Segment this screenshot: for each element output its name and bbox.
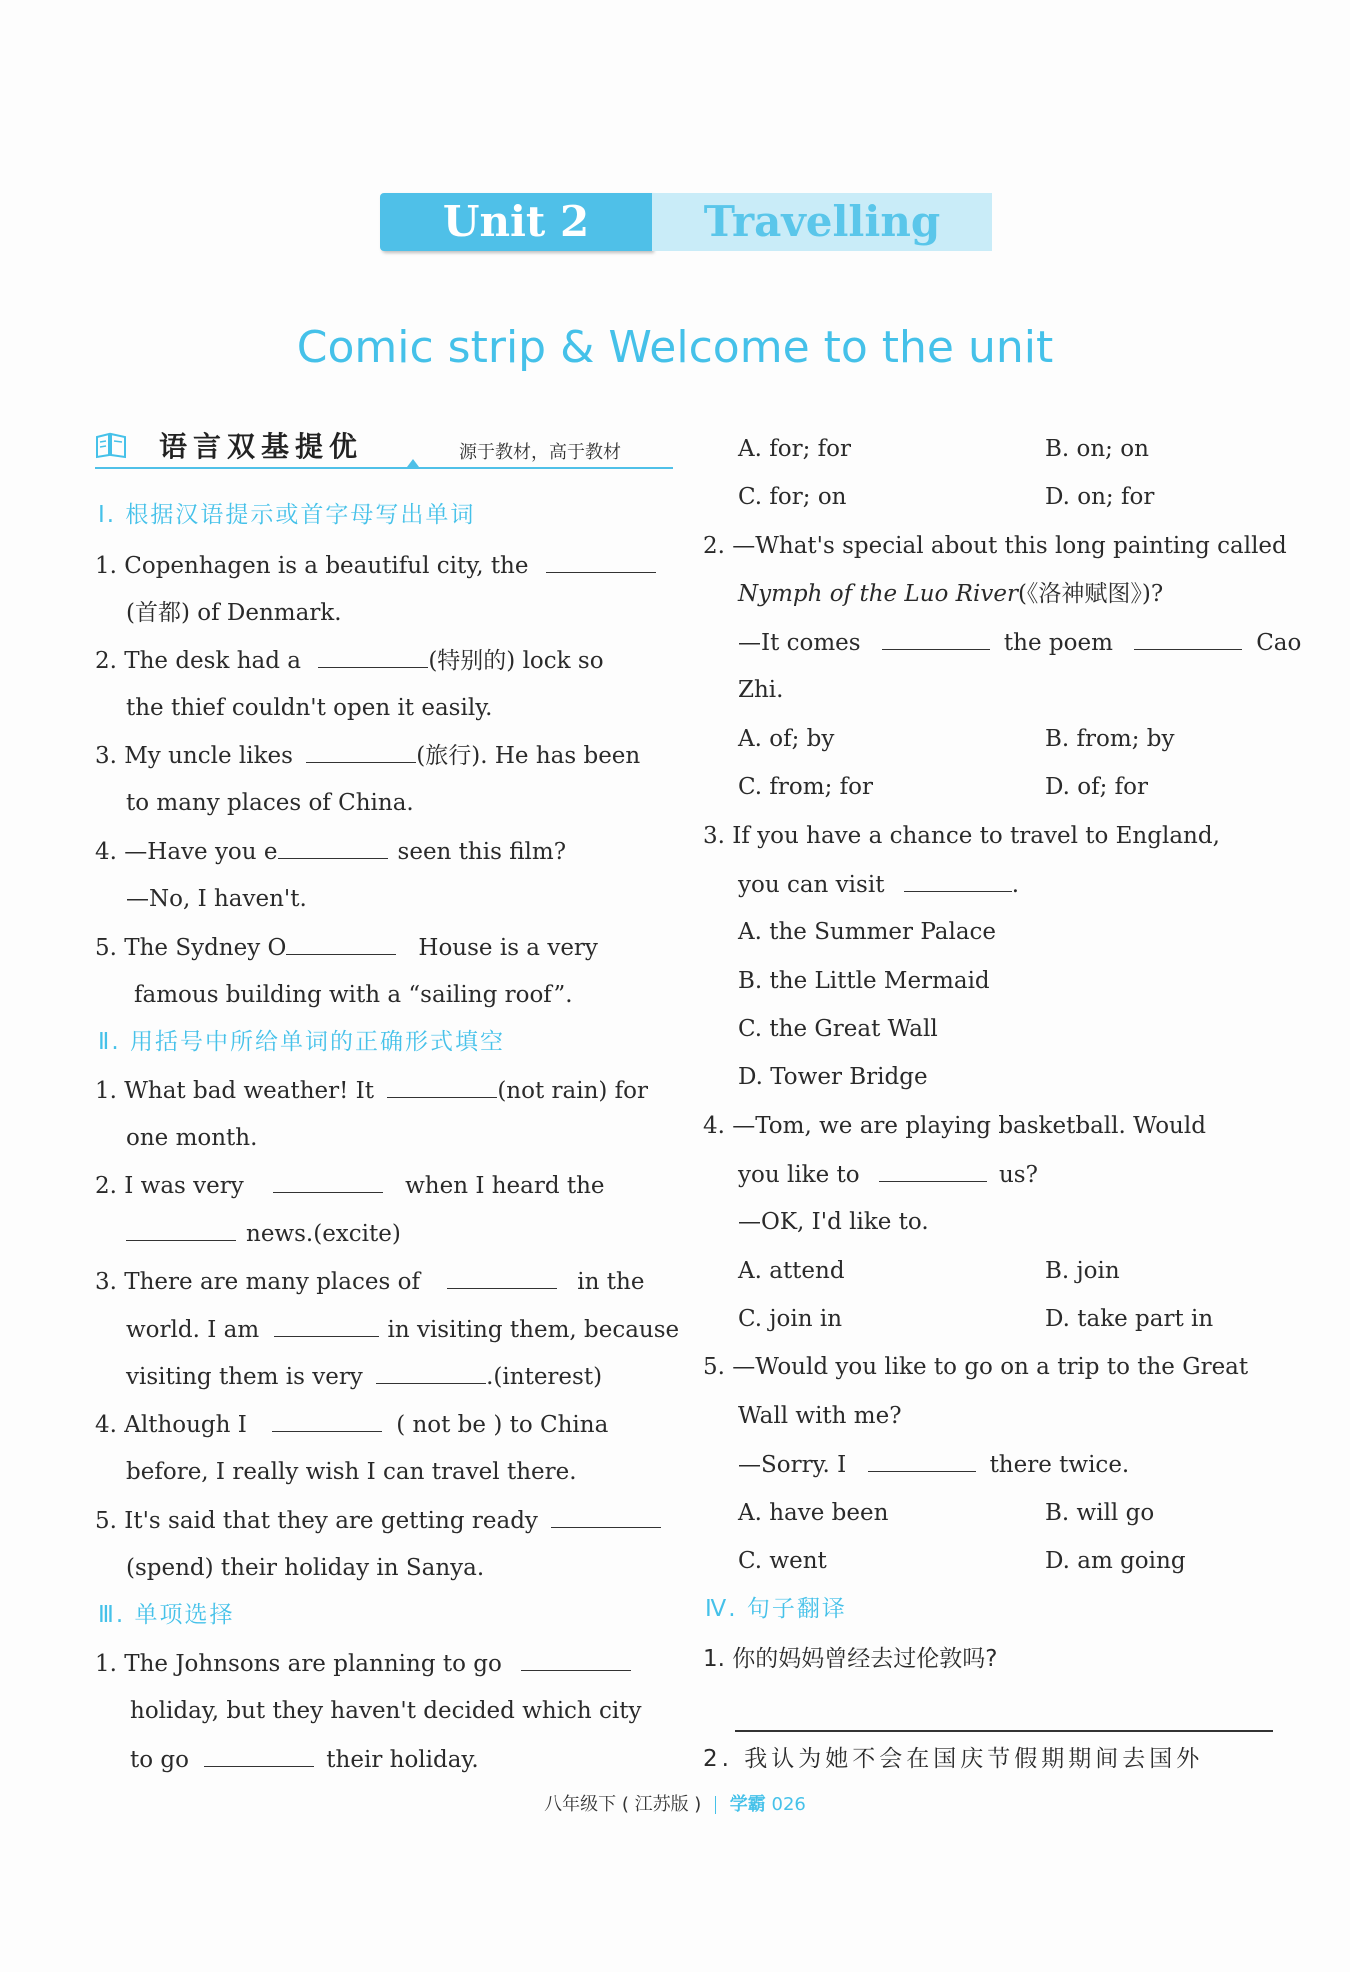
part3-heading: Ⅲ. 单项选择 xyxy=(98,1602,235,1628)
footer-divider xyxy=(715,1796,716,1814)
question-text: 4. Although I xyxy=(95,1412,247,1438)
part2-q2-line1 xyxy=(95,1170,605,1201)
part4-q1: 1. 你的妈妈曾经去过伦敦吗? xyxy=(703,1646,998,1672)
answer-blank[interactable] xyxy=(273,1170,383,1193)
question-text: 5. The Sydney O xyxy=(95,935,287,961)
page-footer xyxy=(0,1790,1350,1816)
question-text: —Sorry. I xyxy=(738,1452,847,1478)
part2-q1-line2: one month. xyxy=(126,1125,258,1151)
part3-q3-option-b[interactable]: B. the Little Mermaid xyxy=(738,968,990,994)
answer-blank[interactable] xyxy=(318,645,428,668)
question-text: House is a very xyxy=(418,935,598,961)
question-text: 1. What bad weather! It xyxy=(95,1078,374,1104)
part3-q1-option-b[interactable]: B. on; on xyxy=(1045,436,1149,462)
unit-topic: Travelling xyxy=(652,193,992,251)
part3-q2-line4: Zhi. xyxy=(738,677,784,703)
unit-label: Unit 2 xyxy=(380,193,652,251)
part3-q4-line1: 4. —Tom, we are playing basketball. Would xyxy=(703,1113,1206,1139)
answer-blank[interactable] xyxy=(546,550,656,573)
question-text: 3. My uncle likes xyxy=(95,743,293,769)
footer-grade: 八年级下 ( 江苏版 ) xyxy=(544,1794,702,1815)
answer-blank[interactable] xyxy=(551,1505,661,1528)
question-text: you can visit xyxy=(738,872,885,898)
answer-blank[interactable] xyxy=(387,1075,497,1098)
lesson-subtitle: Comic strip & Welcome to the unit xyxy=(296,322,1054,373)
question-text: the poem xyxy=(1003,630,1113,656)
part3-q4-option-a[interactable]: A. attend xyxy=(738,1258,845,1284)
question-text: to go xyxy=(130,1747,189,1773)
answer-blank[interactable] xyxy=(376,1361,486,1384)
part3-q4-line3: —OK, I'd like to. xyxy=(738,1209,929,1235)
answer-blank[interactable] xyxy=(882,627,990,650)
part1-q1-line1 xyxy=(95,550,656,581)
section-header xyxy=(95,425,673,471)
part2-heading: Ⅱ. 用括号中所给单词的正确形式填空 xyxy=(98,1029,505,1055)
part2-q5-line1 xyxy=(95,1505,661,1536)
question-text: news.(excite) xyxy=(246,1221,401,1247)
question-text: 1. The Johnsons are planning to go xyxy=(95,1651,502,1677)
answer-blank[interactable] xyxy=(879,1159,987,1182)
part1-q3-line2: to many places of China. xyxy=(126,790,414,816)
question-text: . xyxy=(1011,872,1020,898)
part2-q3-line2 xyxy=(126,1314,679,1345)
part2-q2-line2 xyxy=(126,1218,401,1249)
question-text: .(interest) xyxy=(486,1364,603,1390)
part1-q5-line1 xyxy=(95,932,598,963)
part3-q2-option-d[interactable]: D. of; for xyxy=(1045,774,1149,800)
part3-q5-option-c[interactable]: C. went xyxy=(738,1548,827,1574)
part3-q1-option-a[interactable]: A. for; for xyxy=(738,436,852,462)
answer-blank[interactable] xyxy=(272,1409,382,1432)
part2-q1-line1 xyxy=(95,1075,648,1106)
part3-q4-option-c[interactable]: C. join in xyxy=(738,1306,843,1332)
question-text: you like to xyxy=(738,1162,860,1188)
answer-blank[interactable] xyxy=(274,1314,379,1337)
part2-q3-line1 xyxy=(95,1266,644,1297)
part3-q2-line3 xyxy=(738,627,1301,658)
answer-blank[interactable] xyxy=(278,836,388,859)
answer-blank[interactable] xyxy=(904,869,1012,892)
part2-q4-line1 xyxy=(95,1409,608,1440)
answer-blank[interactable] xyxy=(868,1449,976,1472)
part2-q4-line2: before, I really wish I can travel there. xyxy=(126,1459,577,1485)
part4-heading: Ⅳ. 句子翻译 xyxy=(705,1596,847,1622)
answer-blank[interactable] xyxy=(126,1218,236,1241)
answer-blank[interactable] xyxy=(306,740,416,763)
painting-title: Nymph of the Luo River xyxy=(738,581,1018,607)
part3-q1-line2: holiday, but they haven't decided which city xyxy=(130,1698,642,1724)
section-divider xyxy=(95,467,673,469)
part3-q3-option-a[interactable]: A. the Summer Palace xyxy=(738,919,997,945)
question-text: 3. There are many places of xyxy=(95,1269,420,1295)
question-text: (《洛神赋图》)? xyxy=(1017,581,1164,607)
answer-blank[interactable] xyxy=(1134,627,1242,650)
question-text: seen this film? xyxy=(397,839,567,865)
answer-blank[interactable] xyxy=(286,932,396,955)
section-title: 语言双基提优 xyxy=(159,430,364,463)
question-text: in the xyxy=(577,1269,645,1295)
part3-q3-line1: 3. If you have a chance to travel to England, xyxy=(703,823,1220,849)
answer-blank[interactable] xyxy=(447,1266,557,1289)
question-text: 2. I was very xyxy=(95,1173,244,1199)
part3-q3-option-d[interactable]: D. Tower Bridge xyxy=(738,1064,928,1090)
question-text: 4. —Have you e xyxy=(95,839,278,865)
part3-q5-option-b[interactable]: B. will go xyxy=(1045,1500,1155,1526)
question-text: 5. It's said that they are getting ready xyxy=(95,1508,538,1534)
unit-banner xyxy=(380,193,992,251)
part3-q5-line2: Wall with me? xyxy=(738,1403,902,1429)
question-text: Cao xyxy=(1256,630,1302,656)
part3-q1-option-c[interactable]: C. for; on xyxy=(738,484,847,510)
part3-q4-option-b[interactable]: B. join xyxy=(1045,1258,1120,1284)
question-text: 1. Copenhagen is a beautiful city, the xyxy=(95,553,529,579)
question-text: world. I am xyxy=(126,1317,260,1343)
question-text: (not rain) for xyxy=(497,1078,649,1104)
question-text: (特别的) lock so xyxy=(428,648,604,674)
part3-q5-line1: 5. —Would you like to go on a trip to the Great xyxy=(703,1354,1249,1380)
part3-q1-line1 xyxy=(95,1648,631,1679)
part3-q1-line3 xyxy=(130,1744,479,1775)
part3-q4-line2 xyxy=(738,1159,1038,1190)
part1-q3-line1 xyxy=(95,740,640,771)
part1-q1-line2: (首都) of Denmark. xyxy=(126,600,342,626)
part3-q2-line1: 2. —What's special about this long painting called xyxy=(703,533,1287,559)
question-text: (旅行). He has been xyxy=(416,743,641,769)
section-tag: 源于教材，高于教材 xyxy=(459,442,621,463)
question-text: ( not be ) to China xyxy=(396,1412,609,1438)
part3-q5-option-d[interactable]: D. am going xyxy=(1045,1548,1186,1574)
part3-q2-line2 xyxy=(738,579,1163,609)
part3-q1-option-d[interactable]: D. on; for xyxy=(1045,484,1155,510)
part3-q2-option-c[interactable]: C. from; for xyxy=(738,774,873,800)
part3-q3-line2 xyxy=(738,869,1019,900)
page-number: 026 xyxy=(771,1794,806,1815)
part4-q2: 2. 我认为她不会在国庆节假期期间去国外 xyxy=(703,1746,1204,1772)
part1-q2-line1 xyxy=(95,645,604,676)
part2-q3-line3 xyxy=(126,1361,602,1392)
question-text: in visiting them, because xyxy=(387,1317,680,1343)
part1-q4-line1 xyxy=(95,836,566,867)
part3-q5-option-a[interactable]: A. have been xyxy=(738,1500,889,1526)
part3-q4-option-d[interactable]: D. take part in xyxy=(1045,1306,1214,1332)
question-text: there twice. xyxy=(989,1452,1130,1478)
question-text: when I heard the xyxy=(405,1173,605,1199)
open-book-icon xyxy=(95,431,127,459)
footer-brand: 学霸 xyxy=(729,1794,766,1815)
part1-q2-line2: the thief couldn't open it easily. xyxy=(126,695,493,721)
part2-q5-line2: (spend) their holiday in Sanya. xyxy=(126,1555,485,1581)
part3-q2-option-a[interactable]: A. of; by xyxy=(738,726,835,752)
part1-q5-line2: famous building with a “sailing roof”. xyxy=(134,982,573,1008)
part3-q5-line3 xyxy=(738,1449,1129,1480)
translation-answer-line[interactable] xyxy=(735,1730,1273,1732)
part3-q2-option-b[interactable]: B. from; by xyxy=(1045,726,1175,752)
part3-q3-option-c[interactable]: C. the Great Wall xyxy=(738,1016,938,1042)
question-text: 2. The desk had a xyxy=(95,648,301,674)
part1-q4-line2: —No, I haven't. xyxy=(126,886,307,912)
question-text: their holiday. xyxy=(326,1747,479,1773)
answer-blank[interactable] xyxy=(204,1744,314,1767)
question-text: visiting them is very xyxy=(126,1364,363,1390)
question-text: —It comes xyxy=(738,630,861,656)
section-divider-marker xyxy=(407,459,419,467)
part1-heading: Ⅰ. 根据汉语提示或首字母写出单词 xyxy=(98,502,476,528)
answer-blank[interactable] xyxy=(521,1648,631,1671)
question-text: us? xyxy=(998,1162,1038,1188)
